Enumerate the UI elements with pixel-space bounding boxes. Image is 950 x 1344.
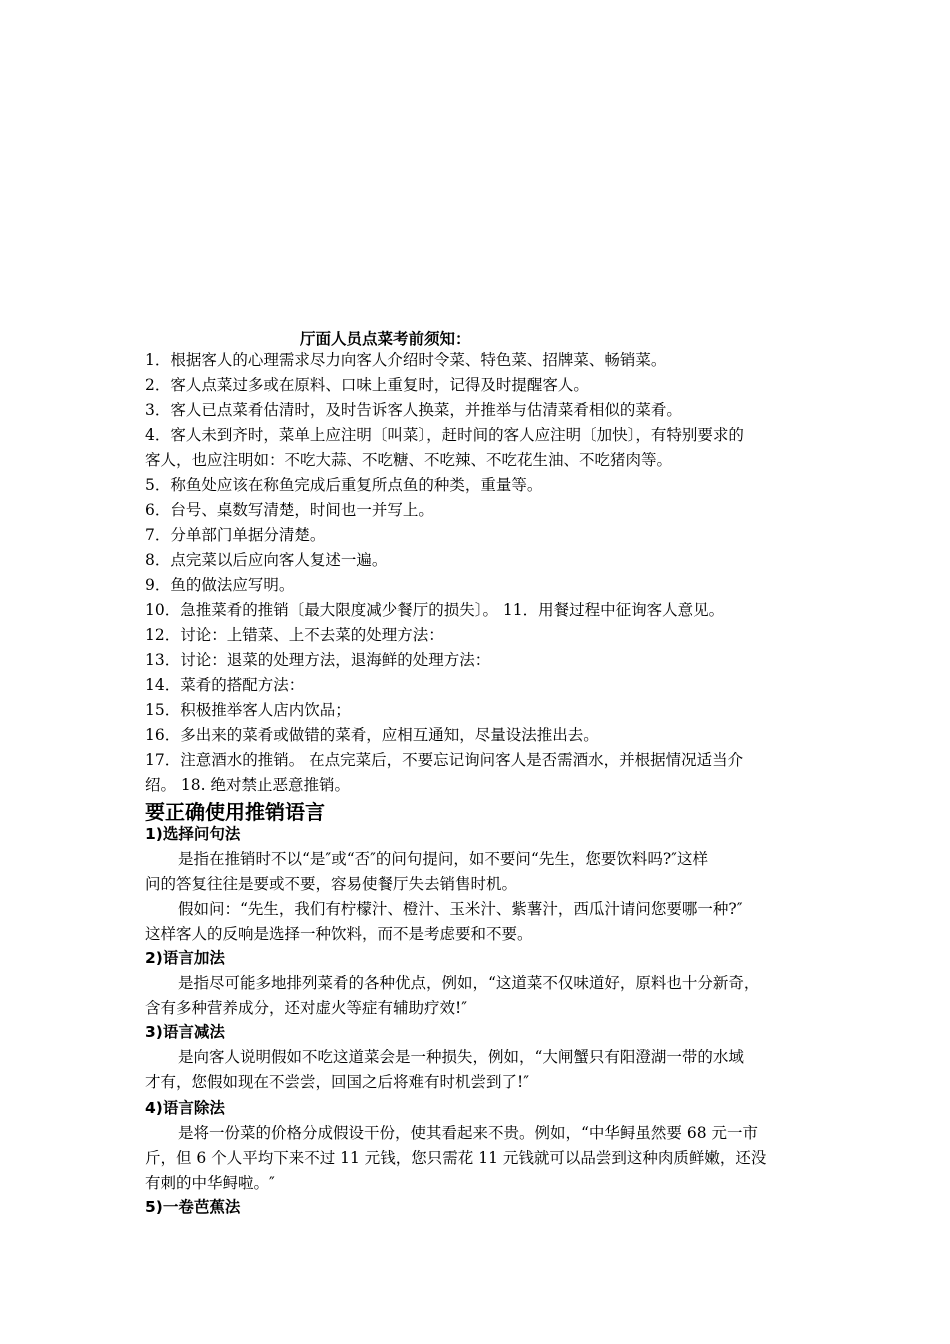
method-heading: 3)语言减法 xyxy=(145,1023,225,1041)
list-item: 2．客人点菜过多或在原料、口味上重复时，记得及时提醒客人。 xyxy=(145,376,589,394)
list-item: 12．讨论：上错菜、上不去菜的处理方法： xyxy=(145,626,444,644)
method-paragraph xyxy=(145,1121,813,1196)
paragraph-line: 是将一份菜的价格分成假设干份，使其看起来不贵。例如，“中华鲟虽然要 68 元一市 xyxy=(178,1124,759,1142)
paragraph-line: 是向客人说明假如不吃这道菜会是一种损失，例如，“大闸蟹只有阳澄湖一带的水域 xyxy=(178,1048,744,1066)
method-heading: 5)一卷芭蕉法 xyxy=(145,1198,241,1216)
paragraph-line: 有刺的中华鲟啦。″ xyxy=(145,1174,275,1192)
list-item: 15．积极推举客人店内饮品； xyxy=(145,701,351,719)
method-paragraph xyxy=(145,971,813,1021)
paragraph-line: 是指尽可能多地排列菜肴的各种优点，例如，“这道菜不仅味道好，原料也十分新奇， xyxy=(178,974,760,992)
list-item: 6．台号、桌数写清楚，时间也一并写上。 xyxy=(145,501,434,519)
paragraph-line: 是指在推销时不以“是″或“否″的问句提问，如不要问“先生，您要饮料吗?″这样 xyxy=(178,850,708,868)
paragraph-line: 斤，但 6 个人平均下来不过 11 元钱，您只需花 11 元钱就可以品尝到这种肉质鲜嫩，还没 xyxy=(145,1149,767,1167)
list-item: 8．点完菜以后应向客人复述一遍。 xyxy=(145,551,388,569)
list-item: 5．称鱼处应该在称鱼完成后重复所点鱼的种类，重量等。 xyxy=(145,476,543,494)
method-heading: 4)语言除法 xyxy=(145,1099,225,1117)
list-item: 17．注意酒水的推销。 在点完菜后，不要忘记询问客人是否需酒水，并根据情况适当介 xyxy=(145,751,744,769)
paragraph-line: 假如问：“先生，我们有柠檬汁、橙汁、玉米汁、紫薯汁，西瓜汁请问您要哪一种?″ xyxy=(178,900,743,918)
list-item: 1．根据客人的心理需求尽力向客人介绍时令菜、特色菜、招牌菜、畅销菜。 xyxy=(145,351,667,369)
paragraph-line: 这样客人的反响是选择一种饮料，而不是考虑要和不要。 xyxy=(145,925,533,943)
list-item: 绍。 18. 绝对禁止恶意推销。 xyxy=(145,776,351,794)
paragraph-line: 才有，您假如现在不尝尝，回国之后将难有时机尝到了!″ xyxy=(145,1073,530,1091)
document-title: 厅面人员点菜考前须知： xyxy=(300,329,471,348)
list-item: 客人，也应注明如：不吃大蒜、不吃糖、不吃辣、不吃花生油、不吃猪肉等。 xyxy=(145,451,673,469)
section-heading: 要正确使用推销语言 xyxy=(145,800,325,824)
list-item: 13．讨论：退菜的处理方法，退海鲜的处理方法： xyxy=(145,651,491,669)
list-item: 3．客人已点菜肴估清时，及时告诉客人换菜，并推举与估清菜肴相似的菜肴。 xyxy=(145,401,682,419)
paragraph-line: 问的答复往往是要或不要，容易使餐厅失去销售时机。 xyxy=(145,875,518,893)
list-item: 7．分单部门单据分清楚。 xyxy=(145,526,326,544)
list-item: 4．客人未到齐时，菜单上应注明〔叫菜〕，赶时间的客人应注明〔加快〕，有特别要求的 xyxy=(145,426,744,444)
rules-list xyxy=(145,348,813,798)
list-item: 10．急推菜肴的推销〔最大限度减少餐厅的损失〕。 11．用餐过程中征询客人意见。 xyxy=(145,601,725,619)
method-heading: 2)语言加法 xyxy=(145,949,225,967)
method-paragraph xyxy=(145,847,813,897)
paragraph-line: 含有多种营养成分，还对虚火等症有辅助疗效!″ xyxy=(145,999,468,1017)
method-paragraph xyxy=(145,1045,813,1095)
method-paragraph xyxy=(145,897,813,947)
list-item: 16．多出来的菜肴或做错的菜肴，应相互通知，尽量设法推出去。 xyxy=(145,726,599,744)
list-item: 14．菜肴的搭配方法： xyxy=(145,676,305,694)
list-item: 9．鱼的做法应写明。 xyxy=(145,576,295,594)
method-heading: 1)选择问句法 xyxy=(145,825,241,843)
